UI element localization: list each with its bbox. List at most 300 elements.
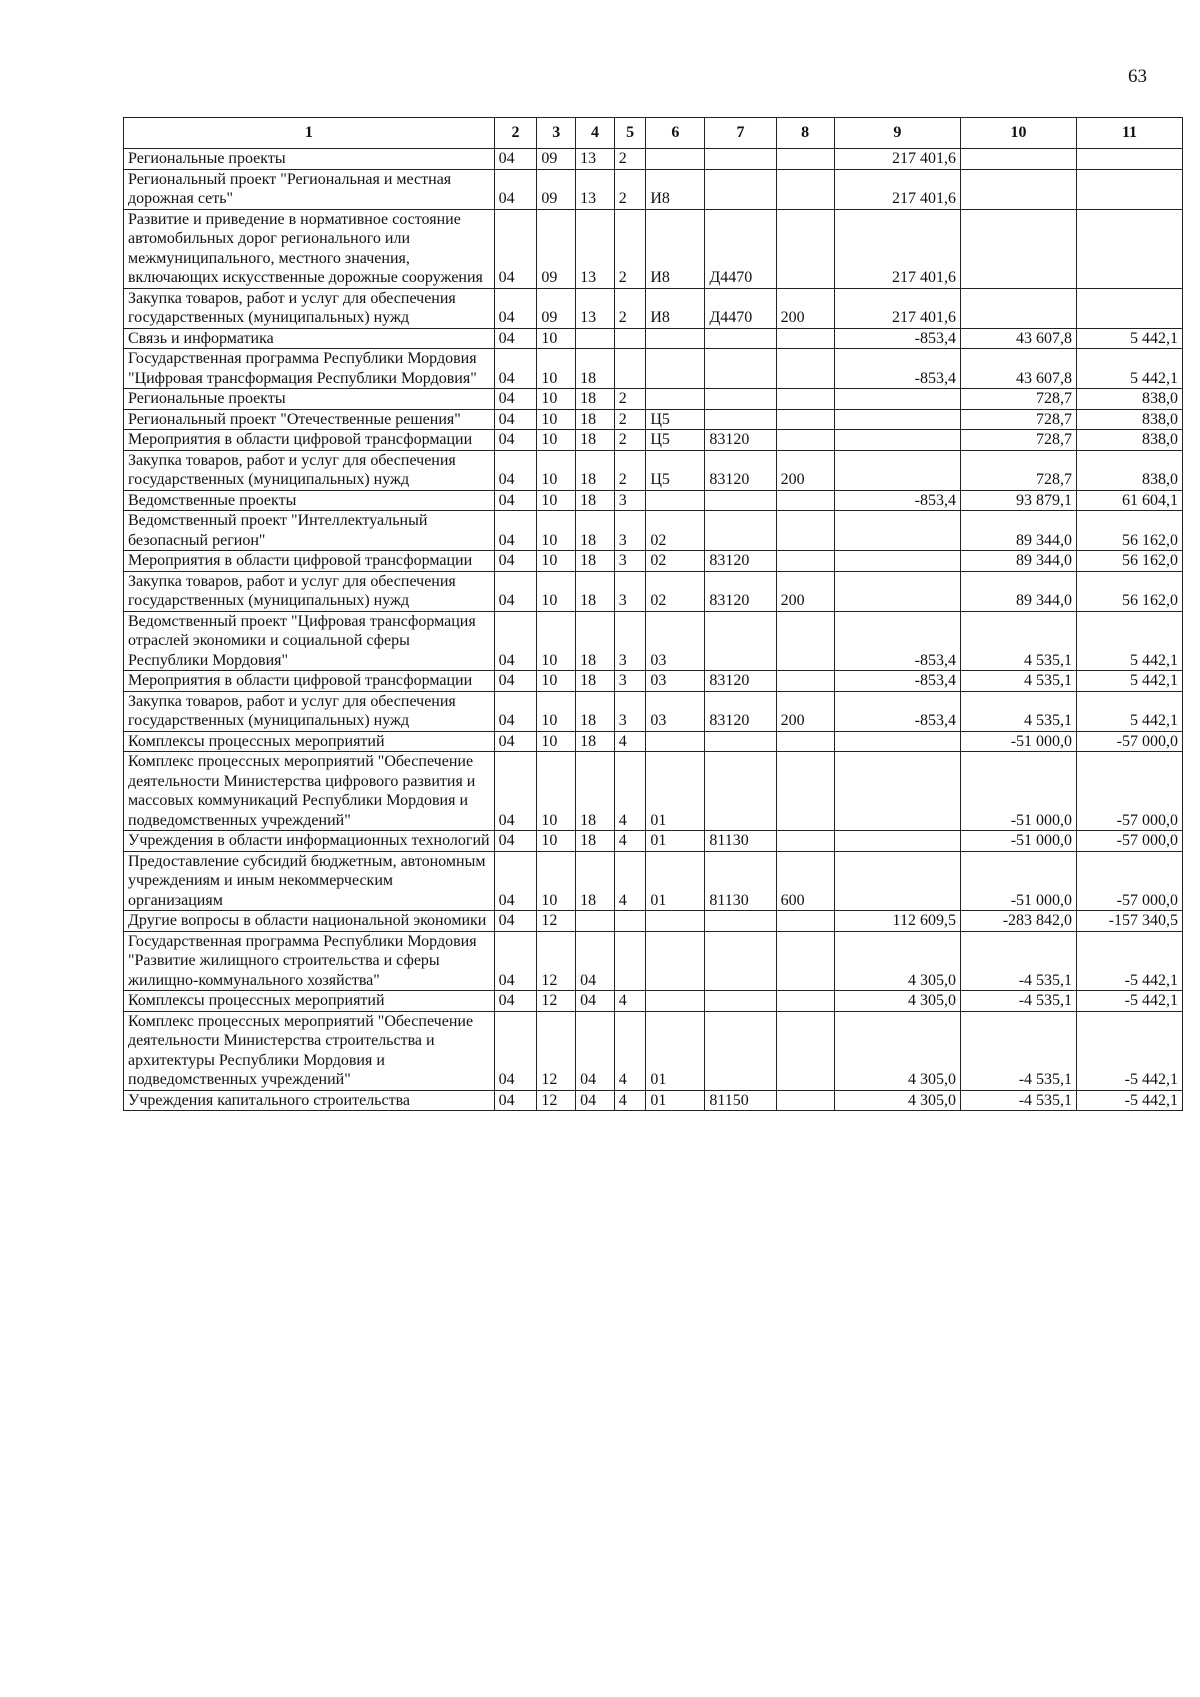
subsection-code-cell: 09 [537, 149, 576, 170]
structure-code-cell: 3 [614, 611, 646, 671]
structure-code-cell: 3 [614, 691, 646, 731]
project-code-cell: 02 [646, 511, 705, 551]
structure-code-cell: 3 [614, 511, 646, 551]
project-code-cell [646, 349, 705, 389]
direction-code-cell: 83120 [705, 691, 776, 731]
row-name-cell: Закупка товаров, работ и услуг для обеспечения государственных (муниципальных) нужд [124, 288, 495, 328]
subsection-code-cell: 12 [537, 911, 576, 932]
expense-type-cell: 200 [776, 288, 834, 328]
column-number-row [124, 118, 1183, 149]
expense-type-cell [776, 1090, 834, 1111]
project-code-cell [646, 991, 705, 1012]
table-row [124, 931, 1183, 991]
project-code-cell [646, 149, 705, 170]
amount-col9-cell: 217 401,6 [834, 149, 960, 170]
amount-col10-cell: 89 344,0 [960, 551, 1076, 572]
amount-col9-cell [834, 831, 960, 852]
project-code-cell: 01 [646, 851, 705, 911]
amount-col11-cell: 838,0 [1077, 409, 1183, 430]
expense-type-cell [776, 169, 834, 209]
amount-col9-cell [834, 571, 960, 611]
section-code-cell: 04 [494, 671, 537, 692]
subsection-code-cell: 10 [537, 328, 576, 349]
program-code-cell: 13 [576, 149, 615, 170]
expense-type-cell [776, 1011, 834, 1090]
program-code-cell: 13 [576, 169, 615, 209]
subsection-code-cell: 10 [537, 851, 576, 911]
amount-col10-cell: 43 607,8 [960, 349, 1076, 389]
amount-col11-cell: 5 442,1 [1077, 349, 1183, 389]
section-code-cell: 04 [494, 911, 537, 932]
section-code-cell: 04 [494, 209, 537, 288]
program-code-cell: 18 [576, 389, 615, 410]
amount-col11-cell: -5 442,1 [1077, 1011, 1183, 1090]
project-code-cell: 01 [646, 752, 705, 831]
row-name-cell: Региональные проекты [124, 389, 495, 410]
direction-code-cell: 81130 [705, 831, 776, 852]
program-code-cell: 04 [576, 1090, 615, 1111]
direction-code-cell [705, 911, 776, 932]
row-name-cell: Закупка товаров, работ и услуг для обеспечения государственных (муниципальных) нужд [124, 450, 495, 490]
amount-col9-cell: 217 401,6 [834, 169, 960, 209]
project-code-cell: 02 [646, 551, 705, 572]
column-header: 9 [834, 118, 960, 149]
table-row [124, 911, 1183, 932]
program-code-cell: 18 [576, 611, 615, 671]
section-code-cell: 04 [494, 571, 537, 611]
structure-code-cell: 4 [614, 1090, 646, 1111]
section-code-cell: 04 [494, 149, 537, 170]
program-code-cell: 18 [576, 571, 615, 611]
direction-code-cell [705, 991, 776, 1012]
subsection-code-cell: 10 [537, 571, 576, 611]
section-code-cell: 04 [494, 931, 537, 991]
project-code-cell: Ц5 [646, 409, 705, 430]
section-code-cell: 04 [494, 349, 537, 389]
program-code-cell: 13 [576, 288, 615, 328]
amount-col11-cell: -157 340,5 [1077, 911, 1183, 932]
project-code-cell [646, 931, 705, 991]
section-code-cell: 04 [494, 1090, 537, 1111]
amount-col11-cell: 5 442,1 [1077, 691, 1183, 731]
direction-code-cell [705, 511, 776, 551]
project-code-cell: 01 [646, 831, 705, 852]
expense-type-cell [776, 991, 834, 1012]
expense-type-cell [776, 349, 834, 389]
amount-col11-cell: 61 604,1 [1077, 490, 1183, 511]
amount-col10-cell: 728,7 [960, 389, 1076, 410]
row-name-cell: Комплекс процессных мероприятий "Обеспечение деятельности Министерства цифрового развития и массовых коммуникаций Республики Мордовия и подведомственных учреждений" [124, 752, 495, 831]
row-name-cell: Учреждения в области информационных технологий [124, 831, 495, 852]
row-name-cell: Региональные проекты [124, 149, 495, 170]
section-code-cell: 04 [494, 328, 537, 349]
subsection-code-cell: 10 [537, 611, 576, 671]
row-name-cell: Комплексы процессных мероприятий [124, 731, 495, 752]
expense-type-cell [776, 831, 834, 852]
structure-code-cell [614, 328, 646, 349]
amount-col9-cell [834, 551, 960, 572]
amount-col11-cell [1077, 209, 1183, 288]
subsection-code-cell: 10 [537, 551, 576, 572]
table-row [124, 169, 1183, 209]
table-row [124, 571, 1183, 611]
table-row [124, 328, 1183, 349]
structure-code-cell: 2 [614, 288, 646, 328]
amount-col9-cell: -853,4 [834, 349, 960, 389]
structure-code-cell: 4 [614, 991, 646, 1012]
row-name-cell: Мероприятия в области цифровой трансформации [124, 671, 495, 692]
column-header: 1 [124, 118, 495, 149]
table-row [124, 611, 1183, 671]
amount-col11-cell: -57 000,0 [1077, 831, 1183, 852]
direction-code-cell [705, 490, 776, 511]
row-name-cell: Региональный проект "Региональная и местная дорожная сеть" [124, 169, 495, 209]
row-name-cell: Ведомственные проекты [124, 490, 495, 511]
project-code-cell: 01 [646, 1011, 705, 1090]
subsection-code-cell: 10 [537, 490, 576, 511]
structure-code-cell: 2 [614, 149, 646, 170]
amount-col9-cell [834, 731, 960, 752]
section-code-cell: 04 [494, 1011, 537, 1090]
column-header: 8 [776, 118, 834, 149]
amount-col11-cell: -5 442,1 [1077, 991, 1183, 1012]
direction-code-cell [705, 409, 776, 430]
program-code-cell [576, 328, 615, 349]
amount-col11-cell [1077, 288, 1183, 328]
amount-col11-cell: -57 000,0 [1077, 731, 1183, 752]
program-code-cell: 18 [576, 691, 615, 731]
table-row [124, 752, 1183, 831]
amount-col10-cell: -283 842,0 [960, 911, 1076, 932]
direction-code-cell [705, 349, 776, 389]
row-name-cell: Связь и информатика [124, 328, 495, 349]
structure-code-cell: 3 [614, 551, 646, 572]
subsection-code-cell: 09 [537, 169, 576, 209]
amount-col10-cell: 728,7 [960, 450, 1076, 490]
row-name-cell: Развитие и приведение в нормативное состояние автомобильных дорог регионального или межмуниципального, местного значения, включающих искусственные дорожные сооружения [124, 209, 495, 288]
amount-col11-cell: 838,0 [1077, 430, 1183, 451]
program-code-cell: 13 [576, 209, 615, 288]
amount-col9-cell: -853,4 [834, 611, 960, 671]
amount-col10-cell: 728,7 [960, 409, 1076, 430]
section-code-cell: 04 [494, 511, 537, 551]
subsection-code-cell: 12 [537, 991, 576, 1012]
amount-col10-cell: -4 535,1 [960, 991, 1076, 1012]
section-code-cell: 04 [494, 409, 537, 430]
program-code-cell: 18 [576, 752, 615, 831]
amount-col10-cell [960, 288, 1076, 328]
structure-code-cell [614, 911, 646, 932]
amount-col9-cell [834, 430, 960, 451]
section-code-cell: 04 [494, 752, 537, 831]
row-name-cell: Предоставление субсидий бюджетным, автономным учреждениям и иным некоммерческим организациям [124, 851, 495, 911]
amount-col10-cell: -4 535,1 [960, 1090, 1076, 1111]
direction-code-cell: 83120 [705, 571, 776, 611]
expense-type-cell [776, 409, 834, 430]
table-row [124, 511, 1183, 551]
section-code-cell: 04 [494, 831, 537, 852]
row-name-cell: Государственная программа Республики Мордовия "Развитие жилищного строительства и сферы жилищно-коммунального хозяйства" [124, 931, 495, 991]
structure-code-cell: 2 [614, 450, 646, 490]
table-row [124, 209, 1183, 288]
project-code-cell: 02 [646, 571, 705, 611]
program-code-cell: 04 [576, 1011, 615, 1090]
direction-code-cell [705, 752, 776, 831]
section-code-cell: 04 [494, 169, 537, 209]
row-name-cell: Комплексы процессных мероприятий [124, 991, 495, 1012]
amount-col10-cell: -4 535,1 [960, 931, 1076, 991]
amount-col9-cell: -853,4 [834, 691, 960, 731]
table-row [124, 288, 1183, 328]
expense-type-cell [776, 430, 834, 451]
structure-code-cell: 4 [614, 1011, 646, 1090]
project-code-cell: 03 [646, 691, 705, 731]
expense-type-cell: 200 [776, 691, 834, 731]
section-code-cell: 04 [494, 389, 537, 410]
amount-col10-cell [960, 149, 1076, 170]
amount-col9-cell [834, 450, 960, 490]
direction-code-cell [705, 328, 776, 349]
project-code-cell [646, 911, 705, 932]
amount-col9-cell: 4 305,0 [834, 931, 960, 991]
expense-type-cell [776, 149, 834, 170]
project-code-cell [646, 490, 705, 511]
expense-type-cell [776, 511, 834, 551]
direction-code-cell: 81150 [705, 1090, 776, 1111]
amount-col11-cell: -5 442,1 [1077, 1090, 1183, 1111]
row-name-cell: Ведомственный проект "Цифровая трансформация отраслей экономики и социальной сферы Республики Мордовия" [124, 611, 495, 671]
column-header: 10 [960, 118, 1076, 149]
project-code-cell: Ц5 [646, 430, 705, 451]
direction-code-cell: 83120 [705, 551, 776, 572]
amount-col10-cell: 4 535,1 [960, 691, 1076, 731]
amount-col10-cell: 89 344,0 [960, 571, 1076, 611]
expense-type-cell [776, 752, 834, 831]
row-name-cell: Другие вопросы в области национальной экономики [124, 911, 495, 932]
section-code-cell: 04 [494, 430, 537, 451]
subsection-code-cell: 10 [537, 831, 576, 852]
table-row [124, 851, 1183, 911]
project-code-cell: И8 [646, 288, 705, 328]
subsection-code-cell: 10 [537, 752, 576, 831]
program-code-cell: 18 [576, 409, 615, 430]
row-name-cell: Закупка товаров, работ и услуг для обеспечения государственных (муниципальных) нужд [124, 691, 495, 731]
expense-type-cell: 200 [776, 571, 834, 611]
section-code-cell: 04 [494, 490, 537, 511]
direction-code-cell: Д4470 [705, 288, 776, 328]
row-name-cell: Ведомственный проект "Интеллектуальный безопасный регион" [124, 511, 495, 551]
program-code-cell: 18 [576, 349, 615, 389]
amount-col10-cell [960, 209, 1076, 288]
amount-col10-cell: -51 000,0 [960, 851, 1076, 911]
project-code-cell: 03 [646, 671, 705, 692]
project-code-cell [646, 328, 705, 349]
structure-code-cell: 4 [614, 851, 646, 911]
project-code-cell [646, 731, 705, 752]
subsection-code-cell: 10 [537, 671, 576, 692]
table-row [124, 551, 1183, 572]
column-header: 11 [1077, 118, 1183, 149]
program-code-cell: 18 [576, 831, 615, 852]
table-row [124, 450, 1183, 490]
table-row [124, 490, 1183, 511]
program-code-cell: 18 [576, 450, 615, 490]
structure-code-cell: 3 [614, 671, 646, 692]
table-row [124, 831, 1183, 852]
row-name-cell: Мероприятия в области цифровой трансформации [124, 430, 495, 451]
subsection-code-cell: 12 [537, 1090, 576, 1111]
amount-col9-cell [834, 389, 960, 410]
column-header: 7 [705, 118, 776, 149]
subsection-code-cell: 10 [537, 691, 576, 731]
section-code-cell: 04 [494, 991, 537, 1012]
program-code-cell: 04 [576, 931, 615, 991]
table-row [124, 409, 1183, 430]
structure-code-cell: 2 [614, 169, 646, 209]
structure-code-cell: 3 [614, 571, 646, 611]
subsection-code-cell: 10 [537, 511, 576, 551]
amount-col10-cell: 4 535,1 [960, 671, 1076, 692]
amount-col9-cell: 112 609,5 [834, 911, 960, 932]
direction-code-cell [705, 1011, 776, 1090]
amount-col11-cell: -57 000,0 [1077, 752, 1183, 831]
column-header: 4 [576, 118, 615, 149]
subsection-code-cell: 09 [537, 209, 576, 288]
structure-code-cell: 2 [614, 430, 646, 451]
direction-code-cell [705, 149, 776, 170]
structure-code-cell: 4 [614, 752, 646, 831]
direction-code-cell [705, 169, 776, 209]
subsection-code-cell: 10 [537, 349, 576, 389]
subsection-code-cell: 10 [537, 430, 576, 451]
expense-type-cell [776, 551, 834, 572]
amount-col9-cell [834, 409, 960, 430]
row-name-cell: Региональный проект "Отечественные решения" [124, 409, 495, 430]
table-row [124, 691, 1183, 731]
amount-col11-cell: 838,0 [1077, 450, 1183, 490]
budget-table [123, 117, 1183, 1111]
amount-col9-cell [834, 511, 960, 551]
amount-col11-cell: 5 442,1 [1077, 671, 1183, 692]
row-name-cell: Комплекс процессных мероприятий "Обеспечение деятельности Министерства строительства и архитектуры Республики Мордовия и подведомственных учреждений" [124, 1011, 495, 1090]
amount-col10-cell: 89 344,0 [960, 511, 1076, 551]
expense-type-cell [776, 611, 834, 671]
direction-code-cell: Д4470 [705, 209, 776, 288]
amount-col10-cell: 43 607,8 [960, 328, 1076, 349]
direction-code-cell: 83120 [705, 450, 776, 490]
direction-code-cell [705, 731, 776, 752]
project-code-cell: 01 [646, 1090, 705, 1111]
project-code-cell: И8 [646, 169, 705, 209]
table-row [124, 349, 1183, 389]
amount-col9-cell: -853,4 [834, 490, 960, 511]
program-code-cell: 04 [576, 991, 615, 1012]
amount-col11-cell: 5 442,1 [1077, 328, 1183, 349]
table-row [124, 149, 1183, 170]
amount-col9-cell: 217 401,6 [834, 288, 960, 328]
project-code-cell: 03 [646, 611, 705, 671]
project-code-cell [646, 389, 705, 410]
structure-code-cell [614, 349, 646, 389]
program-code-cell: 18 [576, 671, 615, 692]
structure-code-cell: 4 [614, 731, 646, 752]
amount-col9-cell: 4 305,0 [834, 1090, 960, 1111]
amount-col10-cell: -51 000,0 [960, 831, 1076, 852]
amount-col9-cell [834, 752, 960, 831]
section-code-cell: 04 [494, 731, 537, 752]
table-row [124, 731, 1183, 752]
subsection-code-cell: 10 [537, 409, 576, 430]
program-code-cell: 18 [576, 511, 615, 551]
amount-col11-cell: 838,0 [1077, 389, 1183, 410]
column-header: 5 [614, 118, 646, 149]
direction-code-cell: 81130 [705, 851, 776, 911]
column-header: 6 [646, 118, 705, 149]
section-code-cell: 04 [494, 288, 537, 328]
expense-type-cell [776, 671, 834, 692]
amount-col10-cell: -4 535,1 [960, 1011, 1076, 1090]
direction-code-cell: 83120 [705, 671, 776, 692]
amount-col9-cell: 4 305,0 [834, 1011, 960, 1090]
direction-code-cell [705, 389, 776, 410]
structure-code-cell: 2 [614, 409, 646, 430]
direction-code-cell [705, 611, 776, 671]
page-number: 63 [1128, 66, 1147, 87]
expense-type-cell [776, 209, 834, 288]
amount-col9-cell [834, 851, 960, 911]
structure-code-cell [614, 931, 646, 991]
amount-col10-cell: 728,7 [960, 430, 1076, 451]
amount-col10-cell: 93 879,1 [960, 490, 1076, 511]
amount-col9-cell: -853,4 [834, 328, 960, 349]
table-row [124, 991, 1183, 1012]
amount-col11-cell: 5 442,1 [1077, 611, 1183, 671]
subsection-code-cell: 12 [537, 1011, 576, 1090]
table-row [124, 389, 1183, 410]
program-code-cell: 18 [576, 430, 615, 451]
amount-col11-cell: -57 000,0 [1077, 851, 1183, 911]
amount-col11-cell: 56 162,0 [1077, 571, 1183, 611]
amount-col11-cell [1077, 169, 1183, 209]
amount-col11-cell: 56 162,0 [1077, 511, 1183, 551]
direction-code-cell: 83120 [705, 430, 776, 451]
row-name-cell: Учреждения капитального строительства [124, 1090, 495, 1111]
section-code-cell: 04 [494, 611, 537, 671]
expense-type-cell [776, 389, 834, 410]
amount-col11-cell: -5 442,1 [1077, 931, 1183, 991]
subsection-code-cell: 10 [537, 389, 576, 410]
amount-col11-cell [1077, 149, 1183, 170]
structure-code-cell: 2 [614, 209, 646, 288]
amount-col10-cell: -51 000,0 [960, 752, 1076, 831]
column-header: 3 [537, 118, 576, 149]
table-row [124, 671, 1183, 692]
program-code-cell: 18 [576, 551, 615, 572]
subsection-code-cell: 12 [537, 931, 576, 991]
structure-code-cell: 3 [614, 490, 646, 511]
subsection-code-cell: 09 [537, 288, 576, 328]
row-name-cell: Государственная программа Республики Мордовия "Цифровая трансформация Республики Мордовия" [124, 349, 495, 389]
column-header: 2 [494, 118, 537, 149]
direction-code-cell [705, 931, 776, 991]
amount-col10-cell: 4 535,1 [960, 611, 1076, 671]
program-code-cell: 18 [576, 490, 615, 511]
row-name-cell: Закупка товаров, работ и услуг для обеспечения государственных (муниципальных) нужд [124, 571, 495, 611]
subsection-code-cell: 10 [537, 450, 576, 490]
project-code-cell: Ц5 [646, 450, 705, 490]
amount-col11-cell: 56 162,0 [1077, 551, 1183, 572]
amount-col9-cell: 217 401,6 [834, 209, 960, 288]
